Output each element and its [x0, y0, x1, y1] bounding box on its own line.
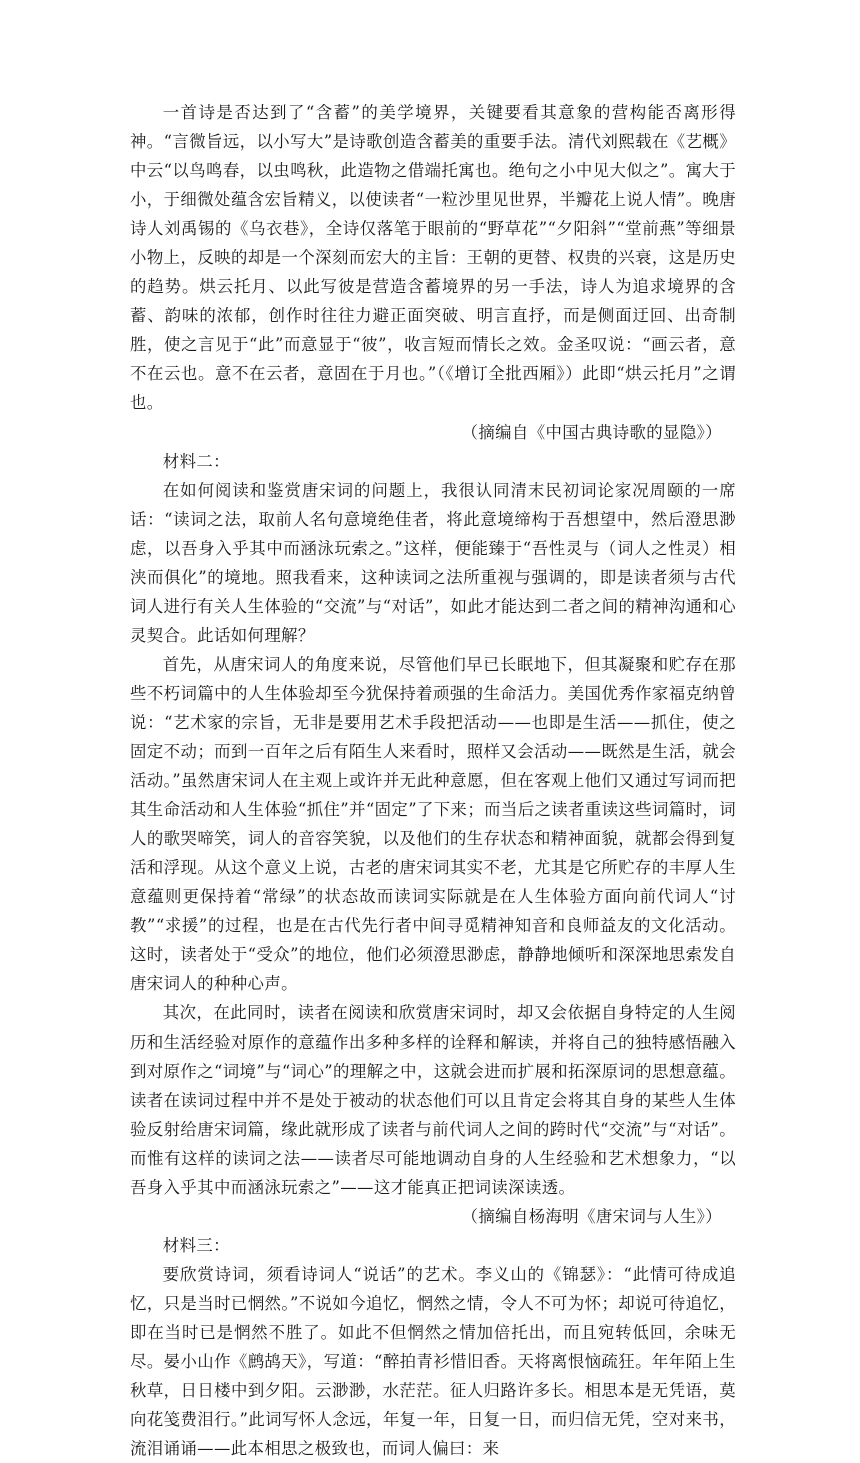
paragraph-2: 在如何阅读和鉴赏唐宋词的问题上，我很认同清末民初词论家况周颐的一席话：“读词之法，取前人名句意境绝佳者，将此意境缔构于吾想望中，然后澄思渺虑，以吾身入乎其中而涵泳玩索之。”这样，便能臻于“吾性灵与（词人之性灵）相浃而俱化”的境地。照我看来，这种读词之法所重视与强调的，即是读者须与古代词人进行有关人生体验的“交流”与“对话”，如此才能达到二者之间的精神沟通和心灵契合。此话如何理解？ [130, 480, 736, 645]
paragraph-4: 其次，在此同时，读者在阅读和欣赏唐宋词时，却又会依据自身特定的人生阅历和生活经验对原作的意蕴作出多种多样的诠释和解读，并将自己的独特感悟融入到对原作之“词境”与“词心”的理解之中，这就会进而扩展和拓深原词的思想意蕴。读者在读词过程中并不是处于被动的状态他们可以且肯定会将其自身的某些人生体验反射给唐宋词篇，缘此就形成了读者与前代词人之间的跨时代“交流”与“对话”。而惟有这样的读词之法——读者尽可能地调动自身的人生经验和艺术想象力，“以吾身入乎其中而涵泳玩索之”——这才能真正把词读深读透。 [130, 1003, 736, 1197]
document-body [130, 98, 736, 1463]
paragraph-1: 一首诗是否达到了“含蓄”的美学境界，关键要看其意象的营构能否离形得神。“言微旨远，以小写大”是诗歌创造含蓄美的重要手法。清代刘熙载在《艺概》中云“以鸟鸣春，以虫鸣秋，此造物之借端托寓也。绝句之小中见大似之”。寓大于小，于细微处蕴含宏旨精义，以使读者“一粒沙里见世界，半瓣花上说人情”。晚唐诗人刘禹锡的《乌衣巷》，全诗仅落笔于眼前的“野草花”“夕阳斜”“堂前燕”等细景小物上，反映的却是一个深刻而宏大的主旨：王朝的更替、权贵的兴衰，这是历史的趋势。烘云托月、以此写彼是营造含蓄境界的另一手法，诗人为追求境界的含蓄、韵味的浓郁，创作时往往力避正面突破、明言直抒，而是侧面迂回、出奇制胜，使之言见于“此”而意显于“彼”，收言短而情长之效。金圣叹说：“画云者，意不在云也。意不在云者，意固在于月也。”（《增订全批西厢》）此即“烘云托月”之谓也。 [130, 103, 736, 413]
source-citation-2: （摘编自杨海明《唐宋词与人生》） [461, 1206, 722, 1226]
paragraph-3: 首先，从唐宋词人的角度来说，尽管他们早已长眠地下，但其凝聚和贮存在那些不朽词篇中的人生体验却至今犹保持着顽强的生命活力。美国优秀作家福克纳曾说：“艺术家的宗旨，无非是要用艺术手段把活动——也即是生活——抓住，使之固定不动；而到一百年之后有陌生人来看时，照样又会活动——既然是生活，就会活动。”虽然唐宋词人在主观上或许并无此种意愿，但在客观上他们又通过写词而把其生命活动和人生体验“抓住”并“固定”了下来；而当后之读者重读这些词篇时，词人的歌哭啼笑，词人的音容笑貌，以及他们的生存状态和精神面貌，就都会得到复活和浮现。从这个意义上说，古老的唐宋词其实不老，尤其是它所贮存的丰厚人生意蕴则更保持着“常绿”的状态故而读词实际就是在人生体验方面向前代词人“讨教”“求援”的过程，也是在古代先行者中间寻觅精神知音和良师益友的文化活动。这时，读者处于“受众”的地位，他们必须澄思渺虑，静静地倾听和深深地思索发自唐宋词人的种种心声。 [130, 654, 736, 994]
source-citation-1: （摘编自《中国古典诗歌的显隐》） [461, 422, 722, 442]
material-3-label: 材料三： [162, 1235, 230, 1255]
material-2-label: 材料二： [162, 451, 230, 471]
paragraph-5: 要欣赏诗词，须看诗词人“说话”的艺术。李义山的《锦瑟》：“此情可待成追忆，只是当时已惘然。”不说如今追忆，惘然之情，令人不可为怀；却说可待追忆，即在当时已是惘然不胜了。如此不但惘然之情加倍托出，而且宛转低回，余味无尽。晏小山作《鹧鸪天》，写道：“醉拍青衫惜旧香。天将离恨恼疏狂。年年陌上生秋草，日日楼中到夕阳。云渺渺，水茫茫。征人归路许多长。相思本是无凭语，莫向花笺费泪行。”此词写怀人念远，年复一年，日复一日，而归信无凭，空对来书，流泪诵诵——此本相思之极致也，而词人偏曰：来 [130, 1264, 736, 1459]
